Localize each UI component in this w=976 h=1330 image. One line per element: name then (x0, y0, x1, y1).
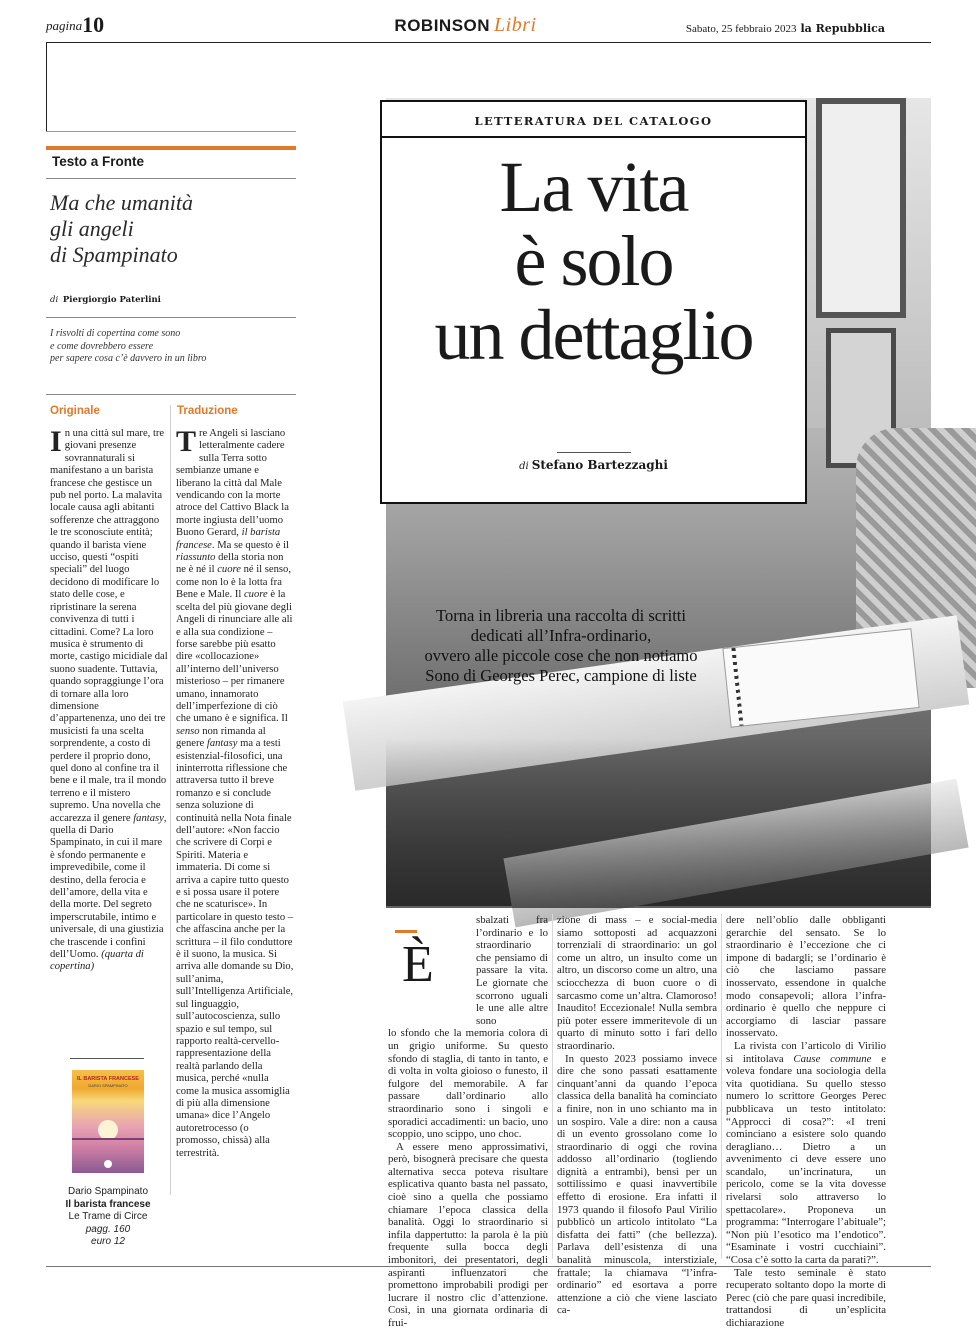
headline-box (380, 100, 807, 504)
sidebar-rule-3 (46, 394, 296, 395)
sidebar-description: I risvolti di copertina come sono e come dovrebbero essere per sapere cosa c’è davvero in un libro (50, 328, 207, 364)
book-cover: IL BARISTA FRANCESE DARIO SPAMPINATO (72, 1070, 144, 1173)
sidebar-rule (46, 178, 296, 179)
page-header (0, 0, 931, 44)
article-drop-cap: È (402, 936, 434, 993)
left-rule (46, 42, 47, 132)
kicker-rule (382, 136, 805, 138)
original-header: Originale (50, 405, 100, 417)
sidebar-column-divider (170, 405, 171, 1195)
book-title: Il barista francese (65, 1198, 151, 1210)
drop-cap: T (176, 425, 197, 458)
newspaper-logo: la Repubblica (800, 22, 885, 35)
book-author: Dario Spampinato (67, 1186, 149, 1197)
column-rule (552, 914, 553, 1259)
translation-text: Tre Angeli si lasciano letteralmente cadere sulla Terra sotto sembianze umane e liberano la città dal Male vendicando con la morte atroce del Cattivo Black la morte ingiusta dell’uomo Buono Gerard, il barista francese. Ma se questo è il riassunto della storia non ne è né il cuore né il senso, come non lo è la lotta fra Bene e Male. Il cuore è la scelta del più giovane degli Angeli di rinunciare alle ali e alla sua condizione – forse sarebbe più esatto dire «collocazione» all’interno dell’universo misterioso – per rimanere umano, innamorato dell’imperfezione di ciò che umano è e significa. Il senso non rimanda al genere fantasy ma a testi esistenzial-filosofici, una ininterrotta riflessione che attraversa tutto il breve romanzo e si conclude senza soluzione di continuità nella Nota finale dell’autore: «Non faccio che scrivere di Corpi e Spiriti. Materia e immateria. Di come si arriva a capire tutto questo e si possa usare il potere che ne scaturisce». In particolare in questo testo – che affascina anche per la scrittura – il filo conduttore è il suono, la musica. Si arriva alle domande su Dio, sull’anima, sull’Intelligenza Artificiale, sul linguaggio, sull’autocoscienza, sullo spazio e sul tempo, sul rapporto realtà-cervello-rappresentazione della realtà parlando della musica, perché «nulla come la musica assomiglia di più alla dimensione umana» dice l’Angelo autoretrocesso (o promosso, chissà) alla terrestrità. (176, 425, 294, 1159)
article-column-1: sbalzati fra l’ordinario e lo straordinario che pensiamo di passare la vita. Le giornate che scorrono uguali le une alle altre sono lo sfondo che la memoria colora di un grigio uniforme. Su questo sfondo di staglia, di tanto in tanto, e di volta in volta gioioso o funesto, il fulgore del memorabile. A far passare dall’ordinario allo straordinario sono i singoli e sporadici accadimenti: un bacio, uno scoppio, uno scippo, uno choc. A essere meno approssimativi, però, bisognerà precisare che questa alternativa secca poteva risultare esplicativa quanto basta nel passato, cioè sino a quella che possiamo chiamare l’epoca classica della banalità. Oggi lo straordinario si infila dappertutto: la parola è la più frequente sulla bocca degli imbonitori, dei presentatori, degli aspiranti influenzatori che promettono improbabili prodigi per lucrare il nostro clic d’attenzione. Così, in una giornata ordinaria di frui- (388, 914, 548, 1329)
book-publisher: Le Trame di Circe (68, 1211, 148, 1222)
left-bottom-rule (46, 131, 296, 132)
book-info (46, 1186, 170, 1249)
article-byline: di Stefano Bartezzaghi (519, 458, 668, 472)
article-subtitle: Torna in libreria una raccolta di scritti dedicati all’Infra-ordinario, ovvero alle piccole cose che non notiamo Sono di Georges Perec, campione di liste (424, 606, 698, 685)
sidebar-title: Ma che umanità gli angeli di Spampinato (50, 190, 193, 267)
article-kicker: LETTERATURA DEL CATALOGO (474, 114, 713, 128)
header-rule (46, 42, 931, 43)
footer-rule (46, 1266, 931, 1267)
sidebar-byline: di Piergiorgio Paterlini (50, 295, 161, 305)
book-pages: pagg. 160 (85, 1223, 131, 1235)
page-number: pagina10 (46, 12, 105, 37)
column-rule (721, 914, 722, 1259)
article-column-3: dere nell’oblio dalle obbliganti gerarchie del sensato. Se lo straordinario è l’eccezione che ci impone di badargli; se l’ordinario è ciò che lasciamo passare inosservato, essendone in qualche modo consapevoli; allora l’infra-ordinario è quello che neppure ci accorgiamo di lasciar passare inosservato. La rivista con l’articolo di Virilio si intitolava Cause commune e voleva fondare una sociologia della vita quotidiana. Su quello stesso numero lo scrittore Georges Perec pubblicava un testo intitolato: “Approcci di cosa?”: «I treni cominciano a esistere solo quando deragliano… Dietro a un avvenimento ci deve essere uno scandalo, un’incrinatura, un pericolo, come se la vita dovesse rivelarsi solo attraverso lo spettacolare». Proponeva un programma: “Interrogare l’abituale”; “Non più l’esotico ma l’endotico”. “Esaminate i vostri cucchiaini”. “Cosa c’è sotto la carta da parati?”. Tale testo seminale è stato recuperato soltanto dopo la morte di Perec (ciò che pare quasi incredibile, trattandosi di un’esplicita dichiarazione (726, 914, 886, 1329)
sidebar-rule-2 (46, 317, 296, 318)
article-column-2: zione di mass – e social-media siamo sottoposti ad acquazzoni torrenziali di straordinario: un gol come un altro, un insulto come un altro, un discorso come un altro, una sciocchezza di buon cuore o di sarcasmo come un’altra. Clamoroso! Inaudito! Eccezionale! Nulla sembra più poter essere immeritevole di un quarto di minuto sotto i fari dello straordinario. In questo 2023 possiamo invece dire che sono passati esattamente cinquant’anni da quando l’epoca classica della banalità ha cominciato a finire, non in uno schianto ma in un sospiro. Vale a dire: non a causa di un evento grossolano come lo straordinario di oggi che rovina addosso all’ordinario (togliendo dignità a entrambi), bensì per un sottilissimo e quasi inavvertibile effetto di erosione. Era infatti il 1973 quando il filosofo Paul Virilio pubblicò un articolo intitolato “La disfatta dei fatti” (che bellezza). Parlava dell’esistenza di una banalità minuscola, interstiziale, frattale; la chiamava “l’infra-ordinario” ed esortava a porre attenzione a ciò che viene lasciato ca- (557, 914, 717, 1317)
book-price: euro 12 (91, 1236, 125, 1247)
original-text: In una città sul mare, tre giovani presenze sovrannaturali si manifestano a un barista francese che gestisce un pub nel porto. La malavita locale causa agli abitanti sofferenze che attraggono le tre sconosciute entità; quando il barista viene ucciso, questi “ospiti speciali” del luogo decidono di modificare lo stato delle cose, e ripristinare la serena convivenza di tutti i cittadini. Come? La loro musica è strumento di morte, castigo micidiale dal suono suadente. Tuttavia, quando sopraggiunge l’ora di tornare alla loro dimensione d’appartenenza, uno dei tre musicisti fa una scelta sorprendente, a costo di perdere il proprio dono, quel dono al confine tra il bene e il male, tra il mondo terreno e il mistero supremo. Una novella che accarezza il genere fantasy, quella di Dario Spampinato, in cui il mare è sfondo permanente e imprevedibile, come il destino, della ferocia e dell’amore, della vita e della morte. Del segreto imperscrutabile, intimo e universale, di una giustizia che trascende i confini dell’Uomo. (quarta di copertina) (50, 425, 168, 973)
drop-cap: I (50, 425, 62, 458)
article-title: La vita è solo un dettaglio (434, 147, 753, 375)
issue-date: Sabato, 25 febbraio 2023 la Repubblica (685, 22, 885, 35)
byline-rule (557, 452, 631, 453)
sidebar-label: Testo a Fronte (52, 154, 145, 169)
section-title: ROBINSON Libri (394, 14, 537, 36)
sidebar-accent-bar (46, 146, 296, 150)
translation-header: Traduzione (177, 405, 238, 417)
book-card-rule (70, 1058, 144, 1059)
